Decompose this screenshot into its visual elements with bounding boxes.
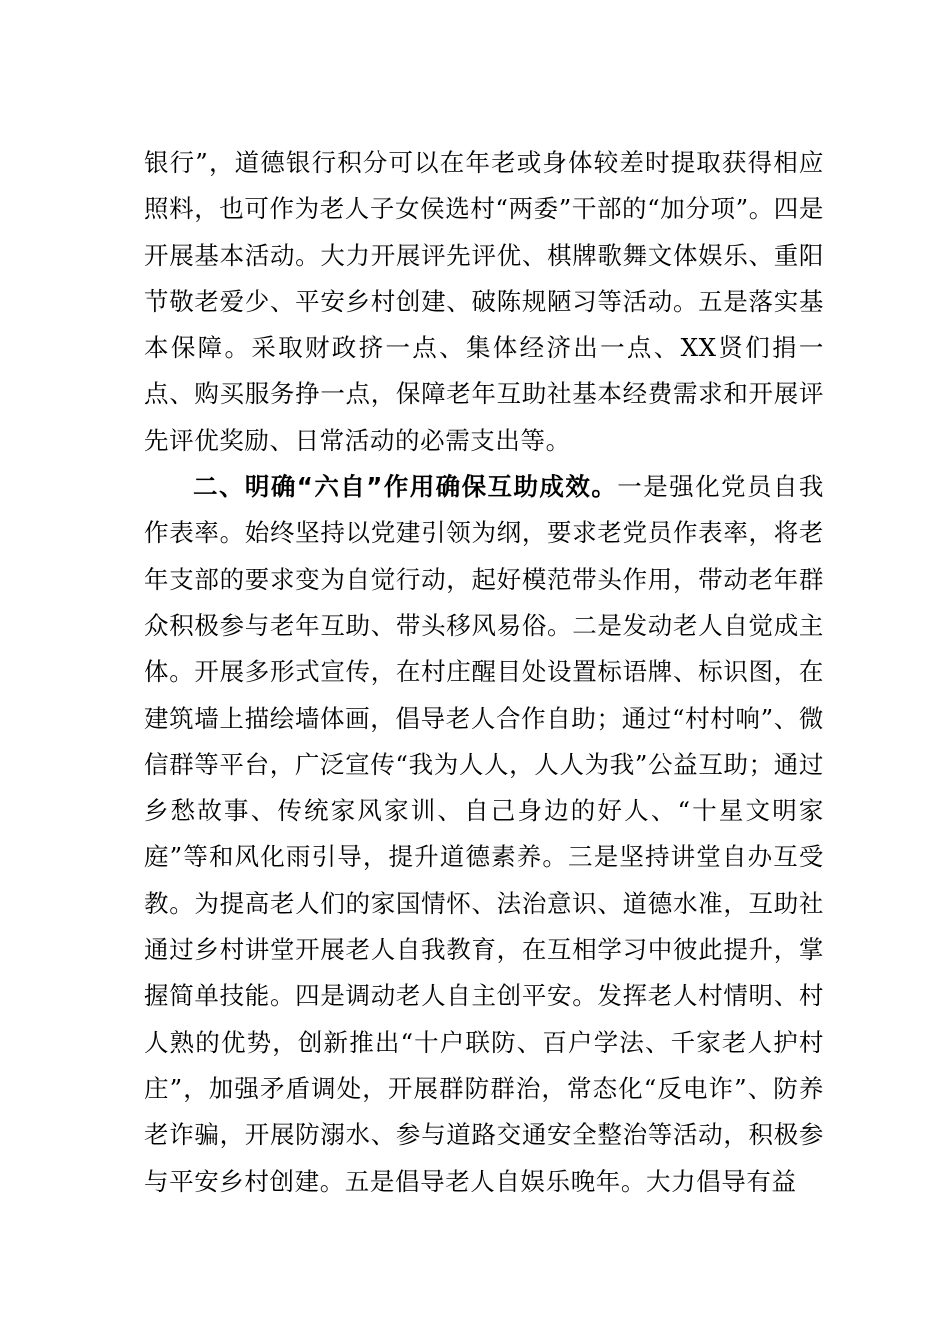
section-2-heading: 二、明确“六自”作用确保互助成效。 bbox=[193, 472, 618, 502]
document-body bbox=[144, 140, 824, 1205]
paragraph-continued: 银行”，道德银行积分可以在年老或身体较差时提取获得相应照料，也可作为老人子女侯选村“两委”干部的“加分项”。四是开展基本活动。大力开展评先评优、棋牌歌舞文体娱乐、重阳节敬老爱少、平安乡村创建、破陈规陋习等活动。五是落实基本保障。采取财政挤一点、集体经济出一点、XX贤们捐一点、购买服务挣一点，保障老年互助社基本经费需求和开展评先评优奖励、日常活动的必需支出等。 bbox=[144, 148, 824, 455]
section-2-paragraph bbox=[144, 464, 824, 1205]
section-2-body: 一是强化党员自我作表率。始终坚持以党建引领为纲，要求老党员作表率，将老年支部的要求变为自觉行动，起好模范带头作用，带动老年群众积极参与老年互助、带头移风易俗。二是发动老人自觉成主体。开展多形式宣传，在村庄醒目处设置标语牌、标识图，在建筑墙上描绘墙体画，倡导老人合作自助；通过“村村响”、微信群等平台，广泛宣传“我为人人，人人为我”公益互助；通过乡愁故事、传统家风家训、自己身边的好人、“十星文明家庭”等和风化雨引导，提升道德素养。三是坚持讲堂自办互受教。为提高老人们的家国情怀、法治意识、道德水准，互助社通过乡村讲堂开展老人自我教育，在互相学习中彼此提升，掌握简单技能。四是调动老人自主创平安。发挥老人村情明、村人熟的优势，创新推出“十户联防、百户学法、千家老人护村庄”，加强矛盾调处，开展群防群治，常态化“反电诈”、防养老诈骗，开展防溺水、参与道路交通安全整治等活动，积极参与平安乡村创建。五是倡导老人自娱乐晚年。大力倡导有益 bbox=[144, 472, 824, 1196]
